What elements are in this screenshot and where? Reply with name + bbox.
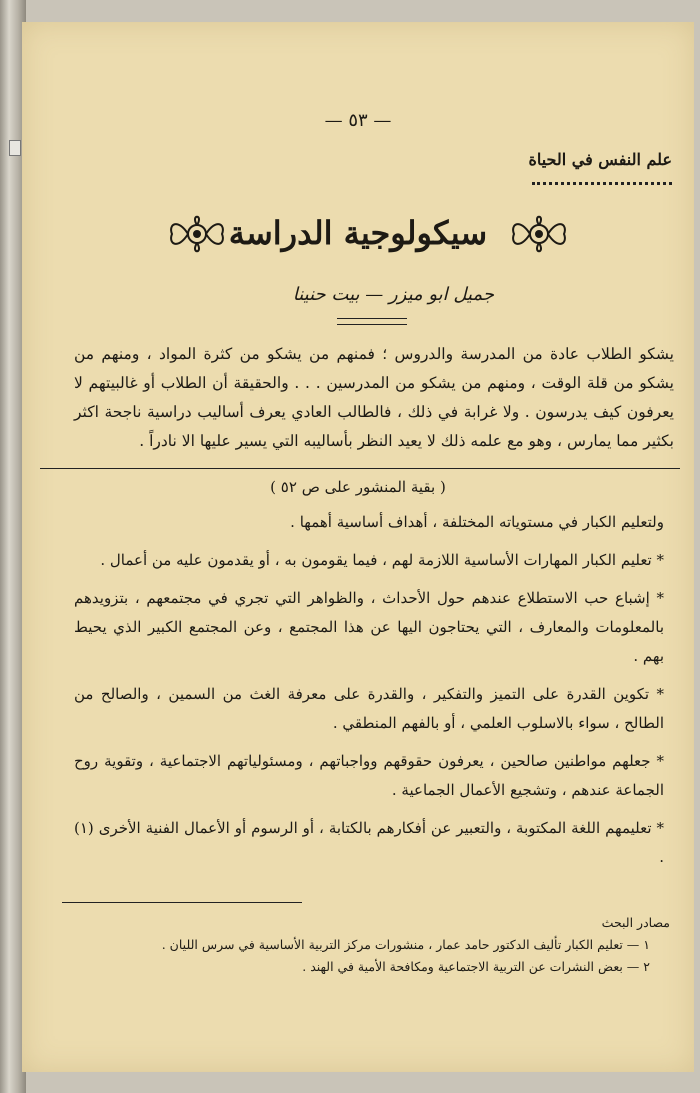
title-ornament-left-icon [162,210,232,258]
body-paragraph: * تعليمهم اللغة المكتوبة ، والتعبير عن أفكارهم بالكتابة ، أو الرسوم أو الأعمال الفنية الأخرى (١) . [74,819,664,866]
footnote-divider [62,902,302,903]
document-page [22,22,694,1072]
section-label: علم النفس في الحياة [528,150,672,169]
body-paragraph: * تعليم الكبار المهارات الأساسية اللازمة لهم ، فيما يقومون به ، أو يقدمون عليه من أعمال . [100,551,664,569]
section-divider [40,468,680,469]
body-paragraph: * تكوين القدرة على التميز والتفكير ، والقدرة على معرفة الغث من السمين ، والصالح من الطالح ، سواء بالاسلوب العلمي ، أو بالفهم المنطقي . [74,685,664,732]
continued-note: ( بقية المنشور على ص ٥٢ ) [270,478,446,496]
body-paragraph: * إشباع حب الاستطلاع عندهم حول الأحداث ، والظواهر التي تجري في مجتمعهم ، بتزويدهم بالمعلومات والمعارف ، التي يحتاجون اليها عن هذا المجتمع ، وعن المجتمع الكبير الذي يحيط بهم . [74,589,664,665]
double-divider [337,318,407,330]
sources-section [70,912,670,978]
body-paragraph: ولتعليم الكبار في مستوياته المختلفة ، أهداف أساسية أهمها . [290,513,664,531]
article-title: سيكولوجية الدراسة [228,214,488,252]
dotted-divider [532,182,672,185]
source-item: ٢ — بعض النشرات عن التربية الاجتماعية ومكافحة الأمية في الهند . [302,959,650,974]
title-row [22,200,694,270]
page-number: — ٥٣ — [324,110,392,131]
author-byline: جميل ابو ميزر — بيت حنينا [292,284,494,305]
sources-heading: مصادر البحث [601,915,670,930]
intro-paragraph: يشكو الطلاب عادة من المدرسة والدروس ؛ فمنهم من يشكو من كثرة المواد ، ومنهم من يشكو من قلة الوقت ، ومنهم من يشكو من المدرسين . . . والحقيقة أن الطلاب أو غالبيتهم لا يعرفون كيف يدرسون . ولا غرابة في ذلك ، فالطالب العادي يعرف أساليب دراسية ناجحة اكثر بكثير مما يمارس ، وهو مع علمه ذلك لا يعيد النظر بأساليبه التي يسير عليها الا نادراً . [74,345,674,450]
source-item: ١ — تعليم الكبار تأليف الدكتور حامد عمار ، منشورات مركز التربية الأساسية في سرس الليان . [161,937,650,952]
binding-clip [9,140,21,156]
body-text [74,508,664,881]
body-paragraph: * جعلهم مواطنين صالحين ، يعرفون حقوقهم وواجباتهم ، ومسئولياتهم الاجتماعية ، وتقوية روح الجماعة عندهم ، وتشجيع الأعمال الجماعية . [74,752,664,799]
